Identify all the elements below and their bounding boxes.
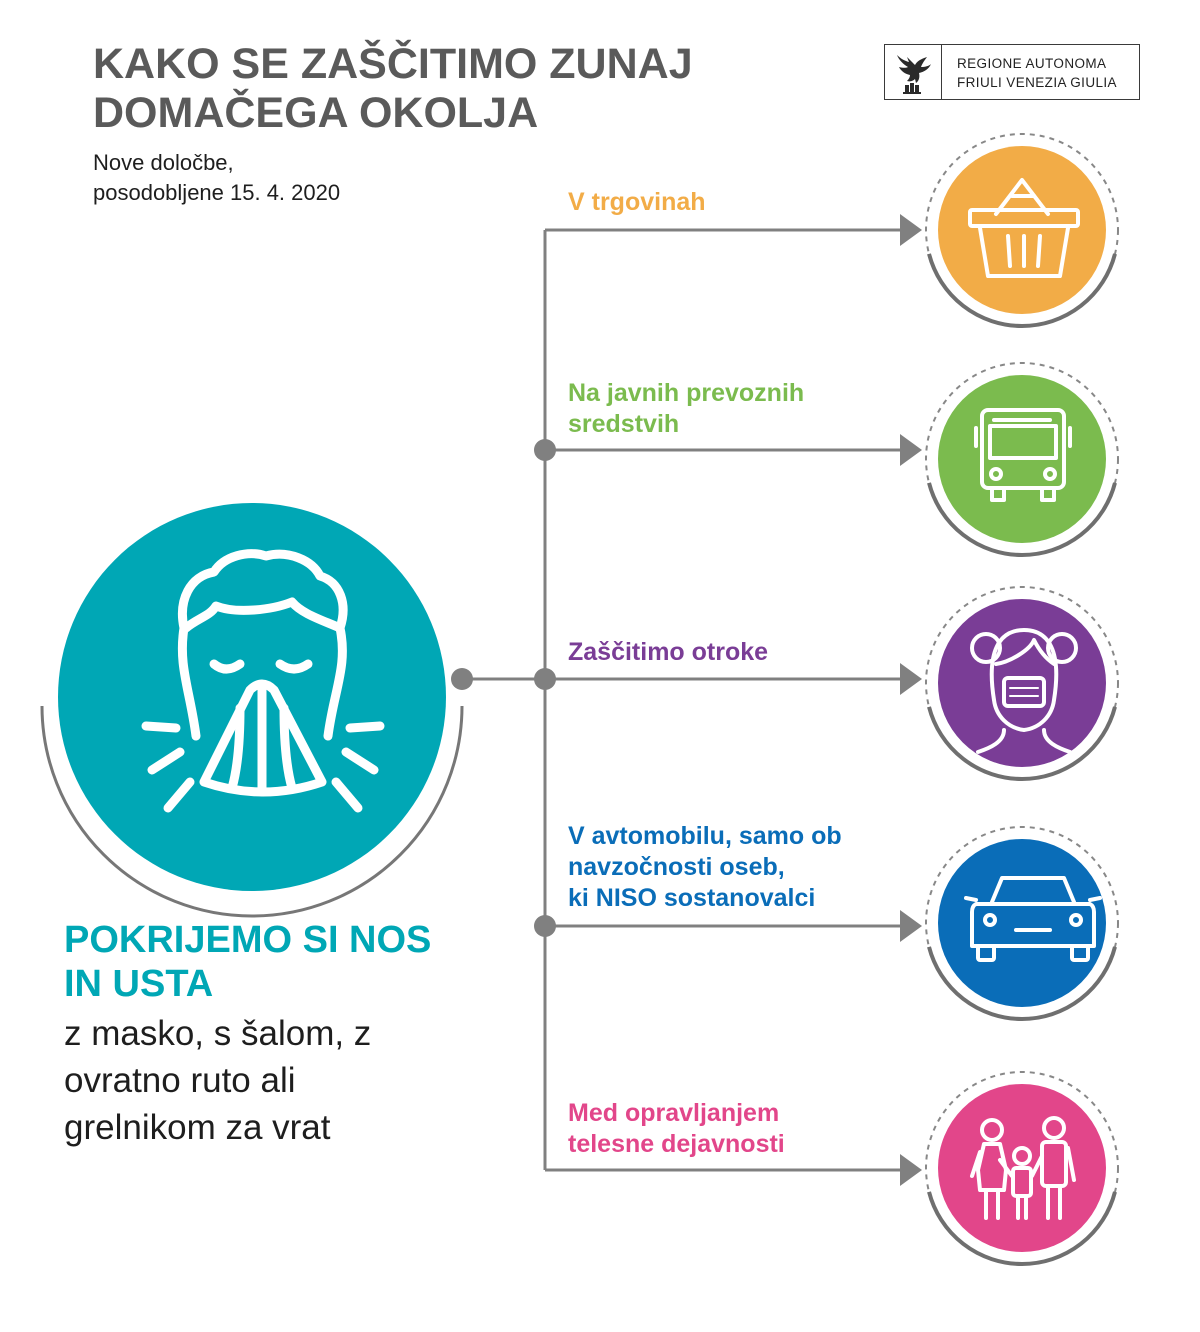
main-body-line-1: z masko, s šalom, z (64, 1014, 372, 1053)
branch-disc-1 (938, 146, 1106, 314)
main-heading-line-1: POKRIJEMO SI NOS (64, 919, 432, 961)
connector-lines (462, 230, 906, 1170)
branch-disc-3 (938, 599, 1106, 767)
connector-arrows (900, 214, 922, 1186)
branch-label-car (568, 821, 842, 914)
logo-line-2: FRIULI VENEZIA GIULIA (957, 75, 1117, 90)
arrow-5 (900, 1154, 922, 1186)
logo-line-1: REGIONE AUTONOMA (957, 56, 1107, 71)
branch-5-line-1: Med opravljanjem (568, 1099, 780, 1127)
main-body-line-3: grelnikom za vrat (64, 1108, 331, 1147)
dot-branch-2 (534, 439, 556, 461)
dot-branch-4 (534, 915, 556, 937)
branch-5-line-2: telesne dejavnosti (568, 1130, 785, 1158)
branch-label-children (568, 637, 768, 668)
branch-4-line-1: V avtomobilu, samo ob (568, 822, 842, 850)
branch-label-transport (568, 378, 804, 440)
branch-circle-3 (926, 587, 1118, 779)
branch-3-line-1: Zaščitimo otroke (568, 638, 769, 666)
title-line-2: DOMAČEGA OKOLJA (93, 89, 539, 137)
main-body-line-2: ovratno ruto ali (64, 1061, 296, 1100)
branch-label-shops (568, 187, 706, 218)
main-body (64, 1010, 504, 1151)
branch-2-line-1: Na javnih prevoznih (568, 379, 805, 407)
main-heading-line-2: IN USTA (64, 963, 214, 1005)
main-circle (58, 503, 446, 891)
subtitle-line-1: Nove določbe, (93, 150, 234, 175)
main-message (64, 918, 504, 1151)
branch-label-exercise (568, 1098, 785, 1160)
branch-circle-4 (926, 827, 1118, 1019)
branch-4-line-3: ki NISO sostanovalci (568, 884, 816, 912)
title-line-1: KAKO SE ZAŠČITIMO ZUNAJ (93, 40, 693, 88)
subtitle-line-2: posodobljene 15. 4. 2020 (93, 180, 341, 205)
main-heading (64, 918, 504, 1006)
dot-trunk-center (534, 668, 556, 690)
arrow-3 (900, 663, 922, 695)
arrow-4 (900, 910, 922, 942)
arrow-2 (900, 434, 922, 466)
dot-main (451, 668, 473, 690)
branch-2-line-2: sredstvih (568, 410, 680, 438)
branch-1-line-1: V trgovinah (568, 188, 706, 216)
branch-4-line-2: navzočnosti oseb, (568, 853, 785, 881)
arrow-1 (900, 214, 922, 246)
branch-circle-1 (926, 134, 1118, 326)
connector-dots (451, 439, 556, 937)
